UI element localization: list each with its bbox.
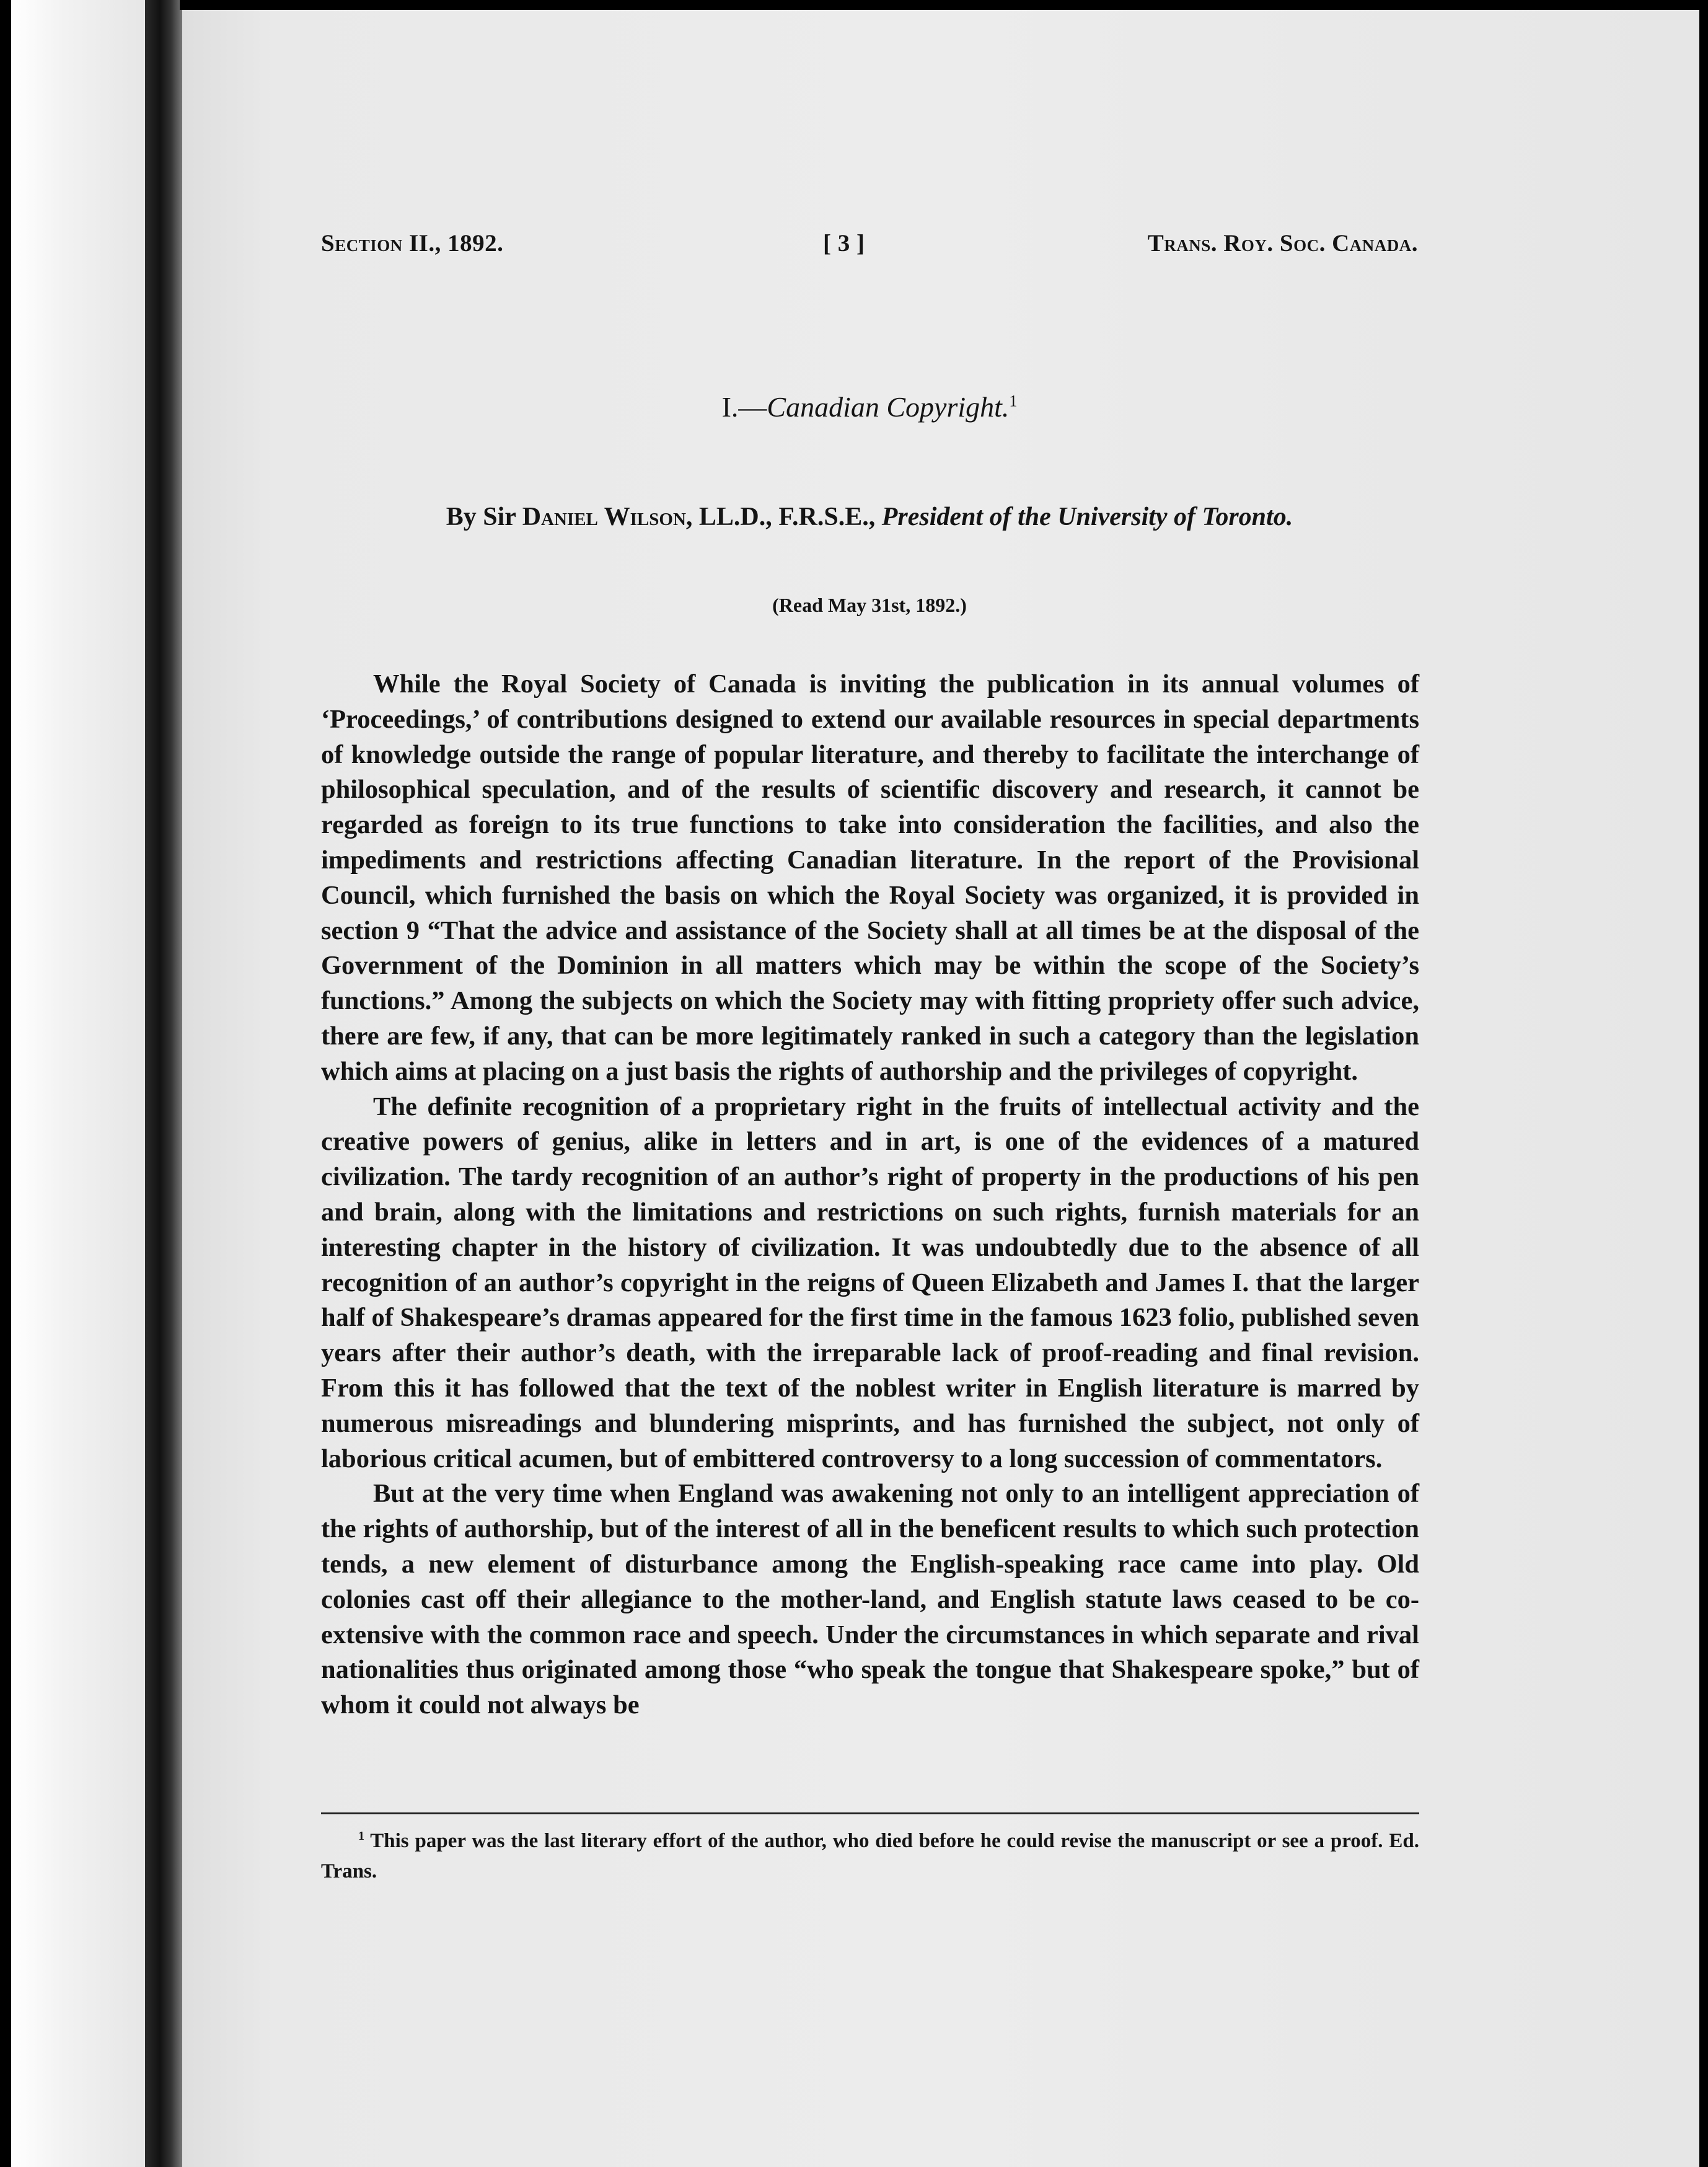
paragraph-2: The definite recognition of a proprietary right in the fruits of intellectual activity and the creative powers of genius, alike in letters and in art, is one of the evidences of a matured civilization. The tardy recognition of an author’s right of property in the productions of his pen and brain, along with the limitations and restrictions on such rights, furnish materials for an interesting chapter in the history of civilization. It was undoubtedly due to the absence of all recognition of an author’s copyright in the reigns of Queen Elizabeth and James I. that the larger half of Shakespeare’s dramas appeared for the first time in the famous 1623 folio, published seven years after their author’s death, with the irreparable lack of proof-reading and final revision. From this it has followed that the text of the noblest writer in English literature is marred by numerous misreadings and blundering misprints, and has furnished the subject, not only of laborious critical acumen, but of embittered controversy to a long succession of commentators. <box>321 1092 1419 1473</box>
scan-edge-right <box>1699 0 1708 2167</box>
footnote-text: This paper was the last literary effort of the author, who died before he could revise the manuscript or see a proof. Ed. Trans. <box>321 1830 1420 1882</box>
book-spine-shadow <box>145 0 182 2167</box>
footnote-rule <box>321 1812 1419 1814</box>
read-date: (Read May 31st, 1892.) <box>772 594 967 616</box>
journal-label: Trans. Roy. Soc. Canada. <box>1147 230 1418 257</box>
footnote <box>321 1826 1419 1887</box>
running-header <box>321 229 1418 267</box>
author-degrees: , LL.D., F.R.S.E., <box>685 503 876 531</box>
scan-gutter <box>11 0 145 2167</box>
article-title <box>321 391 1418 423</box>
paragraph-3: But at the very time when England was awakening not only to an intelligent appreciation of the rights of authorship, but of the interest of all in the beneficent results to which such protection tends, a new element of disturbance among the English-speaking race came into play. Old colonies cast off their allegiance to the mother-land, and English statute laws ceased to be co-extensive with the common race and speech. Under the circumstances in which separate and rival nationalities thus originated among those “who speak the tongue that Shakespeare spoke,” but of whom it could not always be <box>321 1479 1419 1720</box>
section-label: Section II., 1892. <box>321 230 504 257</box>
title-footnote-marker: 1 <box>1009 392 1018 410</box>
scan-edge-left <box>0 0 11 2167</box>
article-number: I.— <box>721 391 767 423</box>
author-name: Daniel Wilson <box>522 503 686 531</box>
scan-edge-top <box>180 0 1708 10</box>
page-number: [ 3 ] <box>823 230 865 257</box>
article-title-text: Canadian Copyright. <box>767 391 1010 423</box>
byline <box>321 502 1418 532</box>
footnote-marker: 1 <box>358 1829 364 1843</box>
byline-prefix: By Sir <box>446 503 516 531</box>
body-text <box>321 667 1419 1723</box>
paragraph-1: While the Royal Society of Canada is inviting the publication in its annual volumes of ‘Proceedings,’ of contributions designed to extend our available resources in special departments of knowledge outside the range of popular literature, and thereby to facilitate the interchange of philosophical speculation, and of the results of scientific discovery and research, it cannot be regarded as foreign to its true functions to take into consideration the facilities, and also the impediments and restrictions affecting Canadian literature. In the report of the Provisional Council, which furnished the basis on which the Royal Society was organized, it is provided in section 9 “That the advice and assistance of the Society shall at all times be at the disposal of the Government of the Dominion in all matters which may be within the scope of the Society’s functions.” Among the subjects on which the Society may with fitting propriety offer such advice, there are few, if any, that can be more legitimately ranked in such a category than the legislation which aims at placing on a just basis the rights of authorship and the privileges of copyright. <box>321 669 1419 1086</box>
author-affiliation: President of the University of Toronto. <box>881 503 1293 531</box>
